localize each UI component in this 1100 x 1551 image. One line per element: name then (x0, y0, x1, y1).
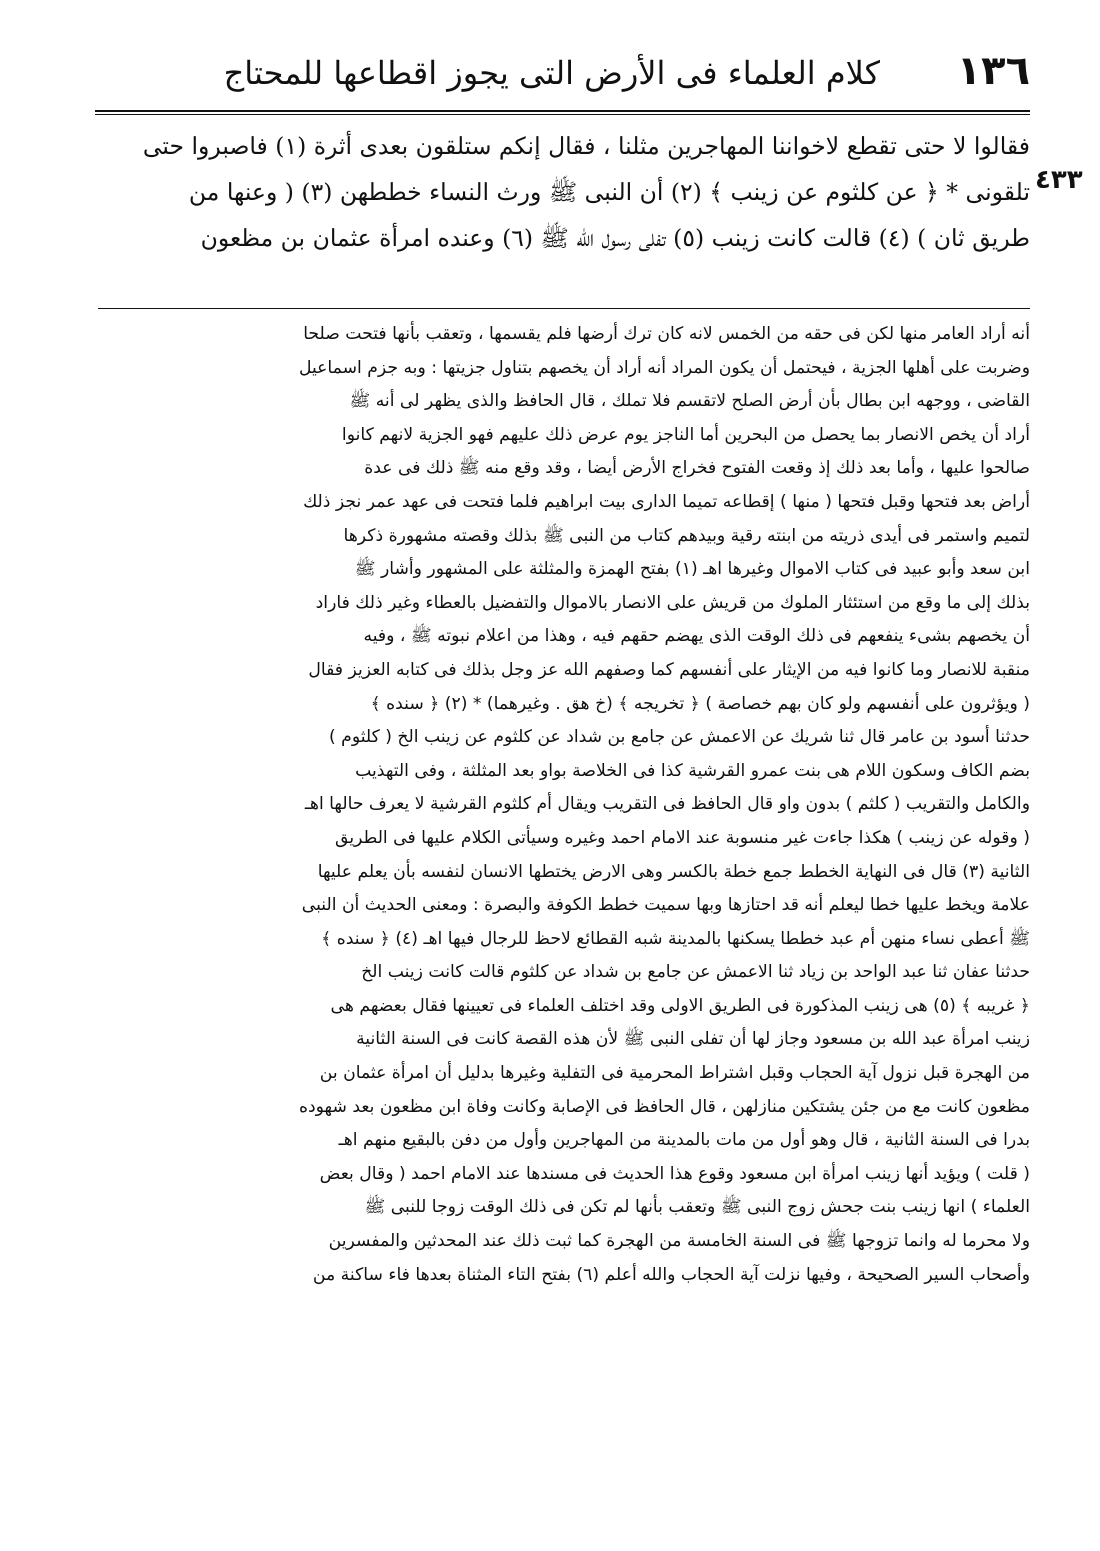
commentary-line: منقبة للانصار وما كانوا فيه من الإيثار على أنفسهم كما وصفهم الله عز وجل بذلك فى كتابه العزيز فقال (308, 659, 1030, 680)
header-rule (95, 110, 1030, 115)
commentary-line: ( قلت ) ويؤيد أنها زينب امرأة ابن مسعود وقوع هذا الحديث فى مسندها عند الامام احمد ( وقال بعض (319, 1163, 1030, 1184)
commentary-line: ﴿ غريبه ﴾ (٥) هى زينب المذكورة فى الطريق الاولى وقد اختلف العلماء فى تعيينها فقال بعضهم هى (330, 995, 1030, 1016)
commentary-line: صالحوا عليها ، وأما بعد ذلك إذ وقعت الفتوح فخراج الأرض أيضا ، وقد وقع منه ﷺ ذلك فى عدة (364, 458, 1030, 479)
commentary-line: بضم الكاف وسكون اللام هى بنت عمرو القرشية كذا فى الخلاصة بواو بعد المثلثة ، وفى التهذيب (355, 760, 1030, 781)
main-text (98, 123, 1030, 261)
running-title: كلام العلماء فى الأرض التى يجوز اقطاعها للمحتاج (223, 54, 880, 92)
commentary (98, 318, 1030, 1292)
main-text-line: تلقونى * ﴿ عن كلثوم عن زينب ﴾ (٢) أن النبى ﷺ ورث النساء خططهن (٣) ( وعنها من (188, 178, 1030, 206)
commentary-line: زينب امرأة عبد الله بن مسعود وجاز لها أن تفلى النبى ﷺ لأن هذه القصة كانت فى السنة الثانية (356, 1029, 1030, 1050)
commentary-line: أراد أن يخص الانصار بما يحصل من البحرين أما الناجز يوم عرض ذلك عليهم فهو الجزية لانهم كانوا (341, 424, 1030, 445)
commentary-line: مظعون كانت مع من جئن يشتكين منازلهن ، قال الحافظ فى الإصابة وكانت وفاة ابن مظعون بعد شهوده (299, 1096, 1030, 1117)
commentary-line: ولا محرما له وانما تزوجها ﷺ فى السنة الخامسة من الهجرة كما ثبت ذلك عند المحدثين والمفسرين (328, 1231, 1030, 1252)
commentary-line: ( ويؤثرون على أنفسهم ولو كان بهم خصاصة ) ﴿ تخريجه ﴾ (خ هق . وغيرهما) * (٢) ﴿ سنده ﴾ (370, 693, 1030, 714)
commentary-line: حدثنا أسود بن عامر قال ثنا شريك عن الاعمش عن جامع بن شداد عن كلثوم عن زينب الخ ( كلثوم ) (329, 727, 1030, 748)
main-text-line: طريق ثان ) (٤) قالت كانت زينب (٥) تفلى رسول الله ﷺ (٦) وعنده امرأة عثمان بن مظعون (200, 224, 1030, 252)
commentary-line: العلماء ) انها زينب بنت جحش زوج النبى ﷺ وتعقب بأنها لم تكن فى ذلك الوقت زوجا للنبى ﷺ (364, 1197, 1030, 1218)
commentary-line: لتميم واستمر فى أيدى ذريته من ابنته رقية وبيدهم كتاب من النبى ﷺ بذلك وقصته مشهورة ذكرها (343, 525, 1030, 546)
commentary-line: وضربت على أهلها الجزية ، فيحتمل أن يكون المراد أنه أراد أن يخصهم بتناول جزيتها : وبه جزم اسماعيل (298, 357, 1030, 378)
commentary-line: ﷺ أعطى نساء منهن أم عبد خططا يسكنها بالمدينة شبه القطائع لاحظ للرجال فيها اهـ (٤) ﴿ سنده ﴾ (321, 928, 1030, 949)
commentary-line: ( وقوله عن زينب ) هكذا جاءت غير منسوبة عند الامام احمد وغيره وسيأتى الكلام عليها فى الطريق (335, 827, 1030, 848)
commentary-line: والكامل والتقريب ( كلثم ) بدون واو قال الحافظ فى التقريب ويقال أم كلثوم القرشية لا يعرف حالها اهـ (304, 794, 1030, 815)
commentary-line: أن يخصهم بشىء ينفعهم فى ذلك الوقت الذى يهضم حقهم فيه ، وهذا من اعلام نبوته ﷺ ، وفيه (363, 626, 1030, 647)
commentary-line: حدثنا عفان ثنا عبد الواحد بن زياد ثنا الاعمش عن جامع بن شداد عن كلثوم قالت كانت زينب الخ (361, 962, 1030, 983)
commentary-line: علامة ويخط عليها خطا ليعلم أنه قد احتازها وبها سميت خطط الكوفة والبصرة : ومعنى الحديث أن النبى (301, 895, 1030, 916)
page-header (95, 42, 1030, 108)
commentary-line: الثانية (٣) قال فى النهاية الخطط جمع خطة بالكسر وهى الارض يختطها الانسان لنفسه بأن يعلم عليها (317, 861, 1030, 882)
main-text-line: فقالوا لا حتى تقطع لاخواننا المهاجرين مثلنا ، فقال إنكم ستلقون بعدى أثرة (١) فاصبروا حتى (142, 132, 1030, 160)
commentary-line: بذلك إلى ما وقع من استئثار الملوك من قريش على الانصار بالاموال والتفضيل بالعطاء وغير ذلك فاراد (315, 592, 1030, 613)
commentary-line: بدرا فى السنة الثانية ، قال وهو أول من مات بالمدينة من المهاجرين وأول من دفن بالبقيع منهم اهـ (338, 1130, 1030, 1151)
commentary-line: أنه أراد العامر منها لكن فى حقه من الخمس لانه كان ترك أرضها فلم يقسمها ، وتعقب بأنها فتحت صلحا (303, 324, 1030, 344)
commentary-line: أراض بعد فتحها وقبل فتحها ( منها ) إقطاعه تميما الدارى بيت ابراهيم فلما فتحت فى عهد عمر نجز ذلك (303, 491, 1030, 512)
commentary-line: القاضى ، ووجهه ابن بطال بأن أرض الصلح لاتقسم فلا تملك ، قال الحافظ والذى يظهر لى أنه ﷺ (349, 391, 1030, 412)
commentary-line: من الهجرة قبل نزول آية الحجاب وقبل اشتراط المحرمية فى التفلية وغيرها بدليل أن امرأة عثمان بن (319, 1063, 1030, 1084)
commentary-line: ابن سعد وأبو عبيد فى كتاب الاموال وغيرها اهـ (١) بفتح الهمزة والمثلثة على المشهور وأشار ﷺ (354, 559, 1030, 580)
hadith-number: ٤٣٣ (1035, 165, 1083, 195)
commentary-line: وأصحاب السير الصحيحة ، وفيها نزلت آية الحجاب والله أعلم (٦) بفتح التاء المثناة بعدها فاء ساكنة من (312, 1264, 1030, 1285)
footnote-rule (98, 308, 1030, 309)
page-number: ١٣٦ (956, 48, 1030, 94)
